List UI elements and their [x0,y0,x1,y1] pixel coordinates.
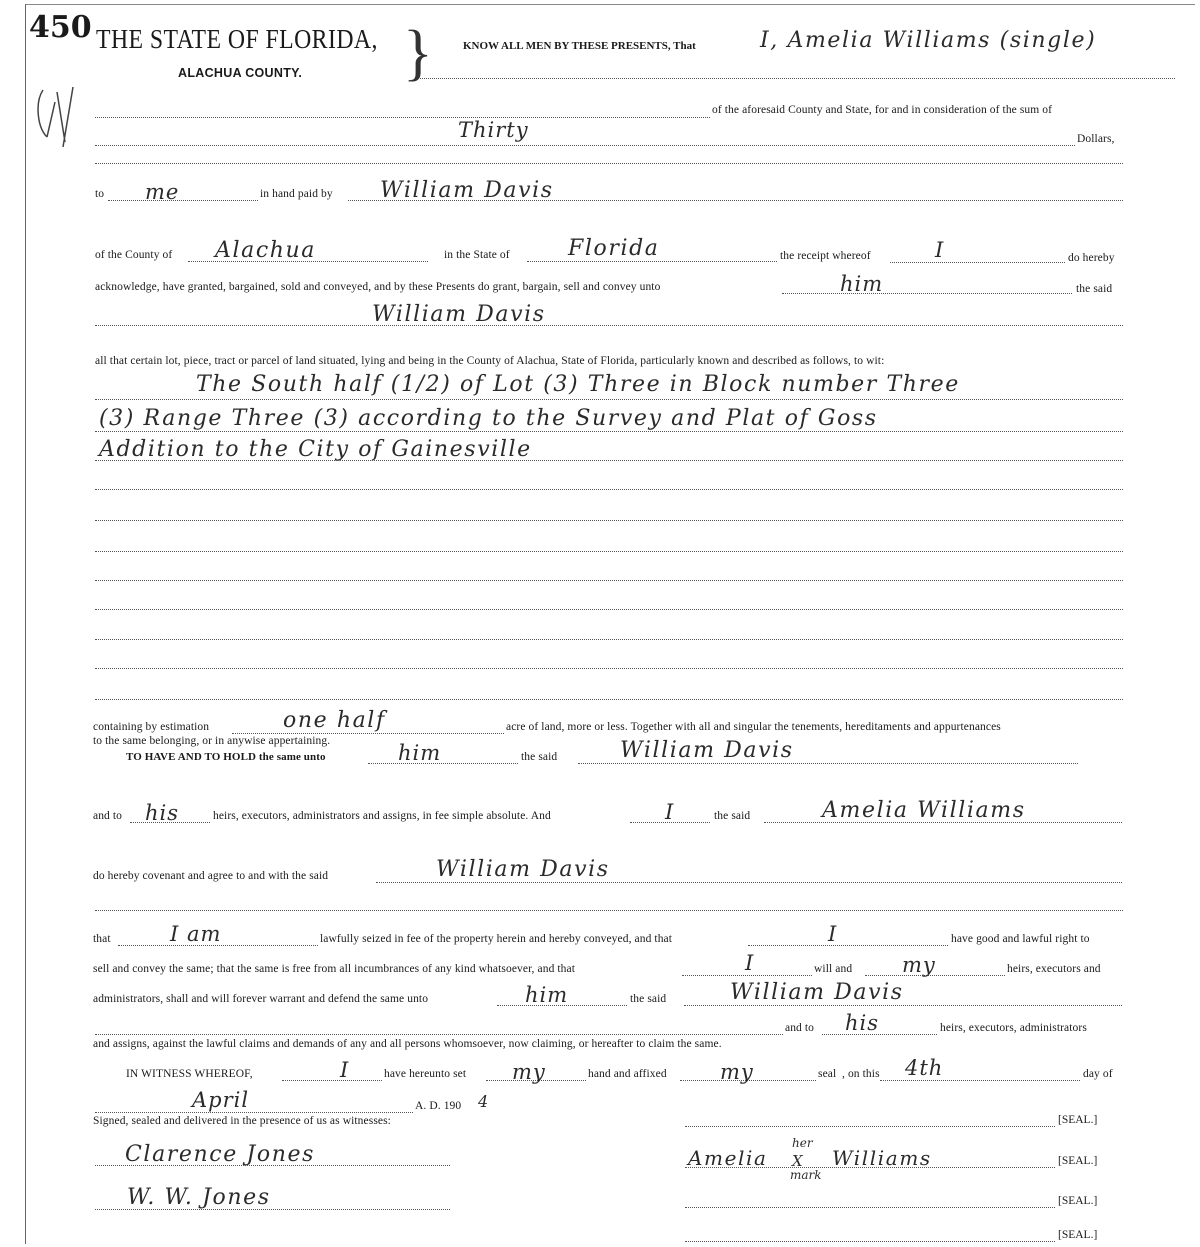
hand-affixed-text: hand and affixed [588,1068,667,1080]
year-digit-handwritten: 4 [478,1092,490,1111]
my-heirs-handwritten: my [902,953,936,977]
state-title: THE STATE OF FLORIDA, [96,24,378,54]
unto-handwritten: him [840,272,884,296]
heirs-exec-admin-text: heirs, executors, administrators [940,1022,1087,1034]
that-text: that [93,933,111,945]
page-frame-top [25,4,1195,5]
rule [880,1080,1080,1081]
warrant-text: administrators, shall and will forever warrant and defend the same unto [93,993,429,1005]
warrant-said-handwritten: William Davis [730,980,904,1005]
rule [232,733,504,734]
that-am-handwritten: I am [170,922,222,946]
affixed-my-handwritten: my [720,1060,754,1084]
rule [95,399,1123,400]
signed-sealed-text: Signed, sealed and delivered in the presence of us as witnesses: [93,1115,391,1127]
rule [95,489,1123,490]
to-text: to [95,188,105,200]
rule [684,1005,1122,1006]
mark-mark: mark [790,1168,822,1182]
seal-2: [SEAL.] [1058,1155,1098,1167]
receipt-pronoun-handwritten: I [935,238,945,262]
rule [376,882,1122,883]
rule [95,580,1123,581]
in-state-text: in the State of [444,249,510,261]
have-good-text: have good and lawful right to [951,933,1090,945]
rule [95,325,1123,326]
acre-text: acre of land, more or less. Together with all and singular the tenements, hereditaments and appurtenances [506,721,1001,733]
signature-first: Amelia [688,1146,768,1170]
sum-handwritten: Thirty [458,118,529,142]
acknowledge-text: acknowledge, have granted, bargained, sold and conveyed, and by these Presents do grant, bargain, sell and convey unto [95,281,661,293]
rule [527,261,777,262]
rule [95,668,1123,669]
and-pronoun-handwritten: I [665,800,675,824]
seal-1: [SEAL.] [1058,1114,1098,1126]
rule [95,1112,413,1113]
state-handwritten: Florida [568,236,660,261]
rule [95,145,1075,146]
grantor-handwritten: I, Amelia Williams (single) [760,28,1097,53]
warrant-unto-handwritten: him [525,983,569,1007]
rule [95,431,1123,432]
rule [685,1241,1055,1242]
will-and-text: will and [814,963,853,975]
the-said-text: the said [1076,283,1113,295]
and-to-2-text: and to [785,1022,815,1034]
rule [95,460,1123,461]
rule [890,262,1065,263]
rule [748,945,948,946]
witness-2-signature: W. W. Jones [127,1185,271,1210]
all-that-text: all that certain lot, piece, tract or parcel of land situated, lying and being in the County of Alachua, State of Florida, particularly known and described as follows, to wit: [95,355,885,367]
rule [782,293,1072,294]
rule [822,1034,937,1035]
description-line-3: Addition to the City of Gainesville [99,437,532,462]
page-frame-left [25,4,26,1244]
rule [95,1165,450,1166]
and-to-his-handwritten: his [845,1011,880,1035]
mark-x: X [792,1152,803,1170]
header-brace: } [403,19,433,87]
to-whom-handwritten: me [145,180,180,204]
to-have-text: TO HAVE AND TO HOLD the same unto [126,751,326,763]
rule [95,609,1123,610]
description-line-2: (3) Range Three (3) according to the Survey and Plat of Goss [99,406,878,431]
assigns-text: and assigns, against the lawful claims and demands of any and all persons whomsoever, now claiming, or hereafter to claim the same. [93,1038,722,1050]
have-hereunto-text: have hereunto set [384,1068,467,1080]
heirs-exec-text: heirs, executors and [1007,963,1101,975]
and-to-text: and to [93,810,123,822]
rule [95,117,710,118]
covenant-text: do hereby covenant and agree to and with the said [93,870,329,882]
sell-convey-text: sell and convey the same; that the same is free from all incumbrances of any kind whatsoever, and that [93,963,576,975]
seal-4: [SEAL.] [1058,1229,1098,1241]
rule [368,763,518,764]
rule [685,1207,1055,1208]
rule [685,1126,1055,1127]
seal-word-text: seal [818,1068,837,1080]
rule [95,910,1123,911]
rule [282,1080,382,1081]
receipt-text: the receipt whereof [780,250,871,262]
do-hereby-text: do hereby [1068,252,1115,264]
hold-unto-handwritten: him [398,741,442,765]
dollars-text: Dollars, [1077,133,1115,145]
and-that-handwritten: I [828,922,838,946]
rule [95,163,1123,164]
grantee-handwritten: William Davis [372,302,546,327]
of-county-text: of the County of [95,249,173,261]
grantor-name-handwritten: Amelia Williams [822,798,1026,823]
rule [95,639,1123,640]
seal-3: [SEAL.] [1058,1195,1098,1207]
rule [578,763,1078,764]
county-title: ALACHUA COUNTY. [178,66,303,80]
description-line-1: The South half (1/2) of Lot (3) Three in Block number Three [196,372,960,397]
know-all-men: KNOW ALL MEN BY THESE PRESENTS, That [463,40,696,52]
signature-last: Williams [832,1146,932,1170]
rule [682,975,812,976]
month-handwritten: April [192,1088,250,1112]
day-handwritten: 4th [905,1056,944,1080]
rule [95,551,1123,552]
margin-annotation [33,82,93,152]
on-this-text: , on this [842,1068,880,1080]
estimation-handwritten: one half [283,708,386,733]
to-same-text: to the same belonging, or in anywise appertaining. [93,735,331,747]
set-my-handwritten: my [512,1060,546,1084]
heirs-fee-text: heirs, executors, administrators and assigns, in fee simple absolute. And [213,810,551,822]
the-said-4-text: the said [630,993,667,1005]
rule [95,699,1123,700]
day-of-text: day of [1083,1068,1113,1080]
rule [685,1167,1055,1168]
in-witness-text: IN WITNESS WHEREOF, [126,1068,253,1080]
rule [420,78,1175,79]
paid-by-handwritten: William Davis [380,178,554,203]
in-hand-paid-text: in hand paid by [260,188,333,200]
rule [108,200,258,201]
lawfully-text: lawfully seized in fee of the property herein and hereby conveyed, and that [320,933,673,945]
rule [95,1209,450,1210]
heirs-of-handwritten: his [145,801,180,825]
covenant-with-handwritten: William Davis [436,857,610,882]
ad-text: A. D. 190 [415,1100,462,1112]
witness-pronoun-handwritten: I [340,1058,350,1082]
county-handwritten: Alachua [215,238,317,263]
hold-said-handwritten: William Davis [620,738,794,763]
the-said-2-text: the said [521,751,558,763]
page-number: 450 [29,10,92,45]
witness-1-signature: Clarence Jones [125,1142,315,1167]
the-said-3-text: the said [714,810,751,822]
rule [95,1034,783,1035]
aforesaid-text: of the aforesaid County and State, for and in consideration of the sum of [712,104,1053,116]
mark-her: her [792,1136,813,1150]
sell-pronoun-handwritten: I [745,951,755,975]
containing-text: containing by estimation [93,721,210,733]
rule [95,520,1123,521]
